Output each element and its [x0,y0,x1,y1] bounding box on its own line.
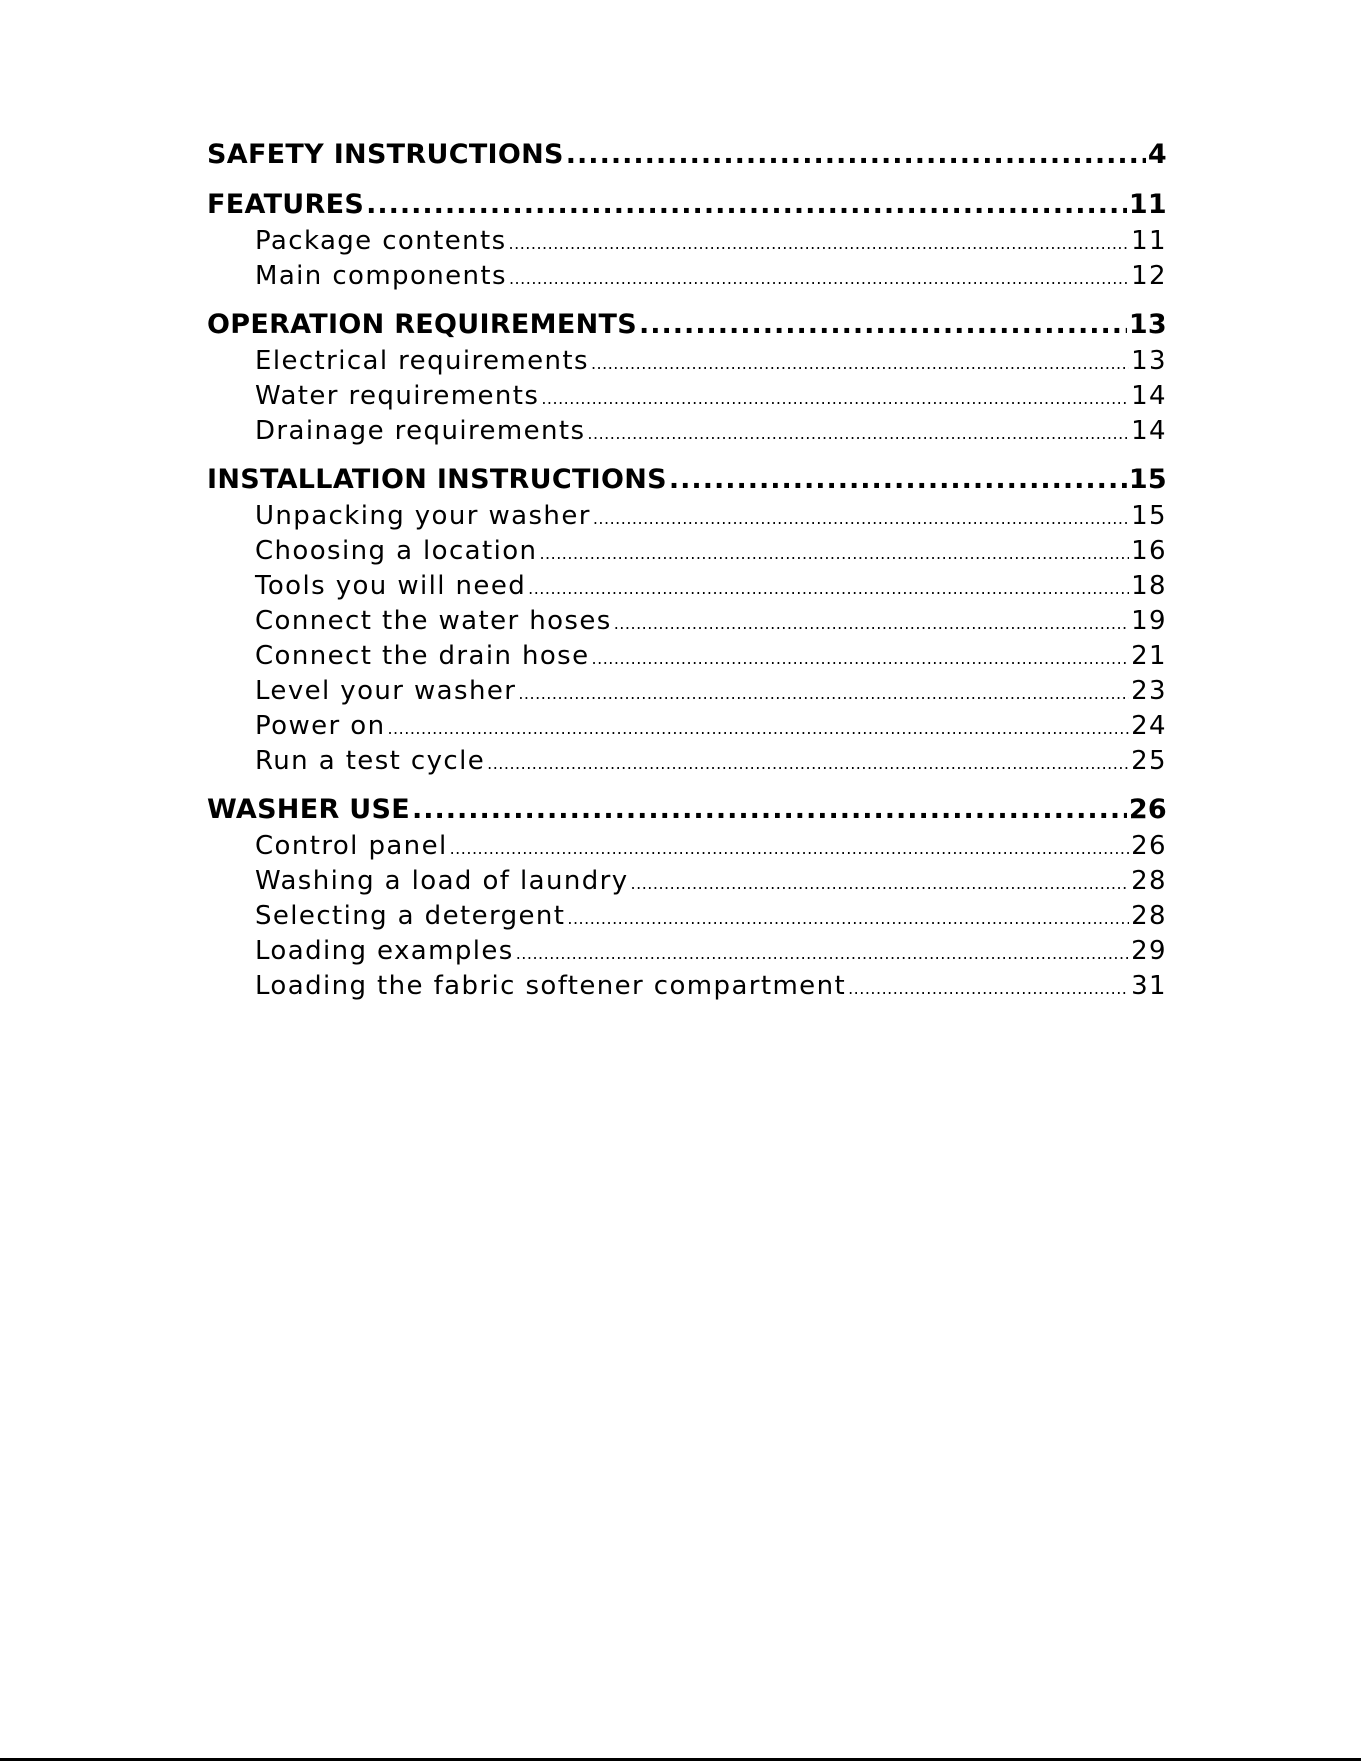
toc-item-label: Connect the drain hose [255,641,590,671]
dot-leader [387,713,1129,745]
toc-heading-label: SAFETY INSTRUCTIONS [207,139,564,170]
toc-item-water-requirements[interactable] [207,380,1167,415]
toc-section-installation [207,460,1167,780]
toc-item-choosing-a-location[interactable] [207,535,1167,570]
toc-item-level-your-washer[interactable] [207,675,1167,710]
toc-section-operation [207,305,1167,450]
dot-leader [518,678,1129,710]
toc-heading-label: FEATURES [207,189,365,220]
table-of-contents [207,135,1167,1015]
toc-item-main-components[interactable] [207,260,1167,295]
toc-page-number: 16 [1131,536,1167,566]
toc-heading-label: WASHER USE [207,794,410,825]
toc-page-number: 24 [1131,711,1167,741]
toc-page-number: 26 [1128,794,1167,825]
dot-leader [516,938,1129,970]
toc-item-selecting-a-detergent[interactable] [207,900,1167,935]
toc-heading-operation[interactable] [207,305,1167,345]
toc-item-washing-a-load-of-laundry[interactable] [207,865,1167,900]
dot-leader [566,135,1146,175]
dot-leader [591,347,1129,380]
toc-item-label: Run a test cycle [255,746,486,776]
toc-heading-installation[interactable] [207,460,1167,500]
dot-leader [669,460,1127,500]
toc-item-unpacking-your-washer[interactable] [207,500,1167,535]
toc-item-label: Washing a load of laundry [255,866,629,896]
toc-page-number: 28 [1131,901,1167,931]
toc-item-electrical-requirements[interactable] [207,345,1167,380]
dot-leader [412,790,1127,830]
toc-item-run-a-test-cycle[interactable] [207,745,1167,780]
dot-leader [593,502,1129,535]
toc-page-number: 29 [1131,936,1167,966]
toc-page-number: 26 [1131,831,1167,861]
toc-item-label: Loading examples [255,936,514,966]
toc-section-safety [207,135,1167,175]
toc-page-number: 15 [1131,501,1167,531]
toc-heading-safety[interactable] [207,135,1167,175]
toc-section-features [207,185,1167,295]
toc-item-drainage-requirements[interactable] [207,415,1167,450]
toc-item-connect-the-water-hoses[interactable] [207,605,1167,640]
dot-leader [614,607,1129,640]
dot-leader [450,832,1130,865]
toc-item-label: Water requirements [255,381,540,411]
toc-item-label: Main components [255,261,507,291]
toc-heading-washer-use[interactable] [207,790,1167,830]
toc-item-loading-examples[interactable] [207,935,1167,970]
toc-page-number: 28 [1131,866,1167,896]
toc-page-number: 12 [1131,261,1167,291]
toc-page-number: 25 [1131,746,1167,776]
toc-item-tools-you-will-need[interactable] [207,570,1167,605]
toc-page-number: 14 [1131,381,1167,411]
dot-leader [587,417,1129,450]
dot-leader [528,572,1129,605]
dot-leader [639,305,1127,345]
dot-leader [539,537,1129,570]
toc-item-label: Electrical requirements [255,346,589,376]
toc-page-number: 11 [1128,189,1167,220]
toc-page-number: 11 [1131,226,1167,256]
toc-item-loading-the-fabric-softener-compartment[interactable] [207,970,1167,1005]
toc-page-number: 19 [1131,606,1167,636]
toc-page-number: 4 [1147,139,1167,170]
dot-leader [509,262,1129,295]
toc-page-number: 21 [1131,641,1167,671]
toc-item-label: Control panel [255,831,448,861]
toc-page-number: 14 [1131,416,1167,446]
toc-item-package-contents[interactable] [207,225,1167,260]
toc-item-label: Choosing a location [255,536,538,566]
toc-item-connect-the-drain-hose[interactable] [207,640,1167,675]
dot-leader [567,902,1129,935]
toc-item-label: Package contents [255,226,507,256]
toc-item-label: Selecting a detergent [255,901,566,931]
dot-leader [509,227,1130,260]
toc-item-label: Tools you will need [255,571,527,601]
dot-leader [487,748,1129,780]
dot-leader [631,867,1130,900]
dot-leader [848,973,1129,1005]
dot-leader [541,382,1129,415]
toc-page-number: 13 [1131,346,1167,376]
dot-leader [592,643,1130,675]
toc-heading-label: OPERATION REQUIREMENTS [207,309,637,340]
toc-page-number: 15 [1128,464,1167,495]
toc-page-number: 13 [1128,309,1167,340]
toc-heading-label: INSTALLATION INSTRUCTIONS [207,464,667,495]
toc-page-number: 31 [1131,971,1167,1001]
toc-item-label: Drainage requirements [255,416,586,446]
toc-item-control-panel[interactable] [207,830,1167,865]
toc-item-label: Unpacking your washer [255,501,591,531]
toc-item-label: Power on [255,711,386,741]
toc-item-power-on[interactable] [207,710,1167,745]
dot-leader [366,185,1127,225]
toc-section-washer-use [207,790,1167,1005]
toc-item-label: Loading the fabric softener compartment [255,971,847,1001]
toc-item-label: Level your washer [255,676,517,706]
toc-heading-features[interactable] [207,185,1167,225]
toc-page-number: 18 [1131,571,1167,601]
toc-page-number: 23 [1131,676,1167,706]
toc-item-label: Connect the water hoses [255,606,612,636]
